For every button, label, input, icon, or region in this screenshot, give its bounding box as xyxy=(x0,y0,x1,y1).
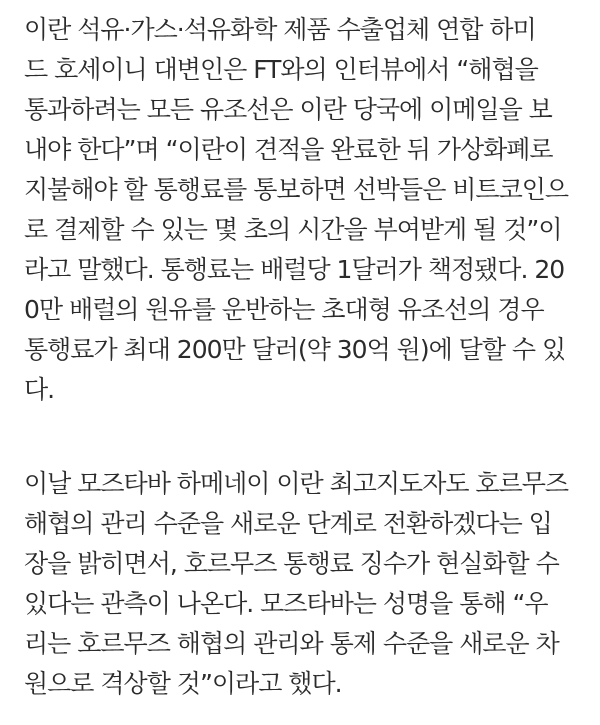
text-line: 0만 배럴의 원유를 운반하는 초대형 유조선의 경우 xyxy=(24,295,544,324)
text-line: 있다는 관측이 나온다. 모즈타바는 성명을 통해 “우 xyxy=(24,589,548,618)
text-line: 이날 모즈타바 하메네이 이란 최고지도자도 호르무즈 xyxy=(24,469,569,498)
text-line: 드 호세이니 대변인은 FT와의 인터뷰에서 “해협을 xyxy=(24,55,538,84)
text-line: 다. xyxy=(24,375,55,404)
text-line: 장을 밝히면서, 호르무즈 통행료 징수가 현실화할 수 xyxy=(24,549,559,578)
text-line: 이란 석유·가스·석유화학 제품 수출업체 연합 하미 xyxy=(24,15,536,44)
text-line: 원으로 격상할 것”이라고 했다. xyxy=(24,669,342,698)
text-line: 통과하려는 모든 유조선은 이란 당국에 이메일을 보 xyxy=(24,95,552,124)
text-line: 리는 호르무즈 해협의 관리와 통제 수준을 새로운 차 xyxy=(24,629,559,658)
paragraph-1 xyxy=(24,10,568,410)
text-line: 통행료가 최대 200만 달러(약 30억 원)에 달할 수 있 xyxy=(24,335,566,364)
text-line: 로 결제할 수 있는 몇 초의 시간을 부여받게 될 것”이 xyxy=(24,215,562,244)
text-line: 내야 한다”며 “이란이 견적을 완료한 뒤 가상화폐로 xyxy=(24,135,553,164)
text-line: 해협의 관리 수준을 새로운 단계로 전환하겠다는 입 xyxy=(24,509,552,538)
paragraph-2 xyxy=(24,464,568,704)
text-line: 라고 말했다. 통행료는 배럴당 1달러가 책정됐다. 20 xyxy=(24,255,565,284)
text-line: 지불해야 할 통행료를 통보하면 선박들은 비트코인으 xyxy=(24,175,569,204)
